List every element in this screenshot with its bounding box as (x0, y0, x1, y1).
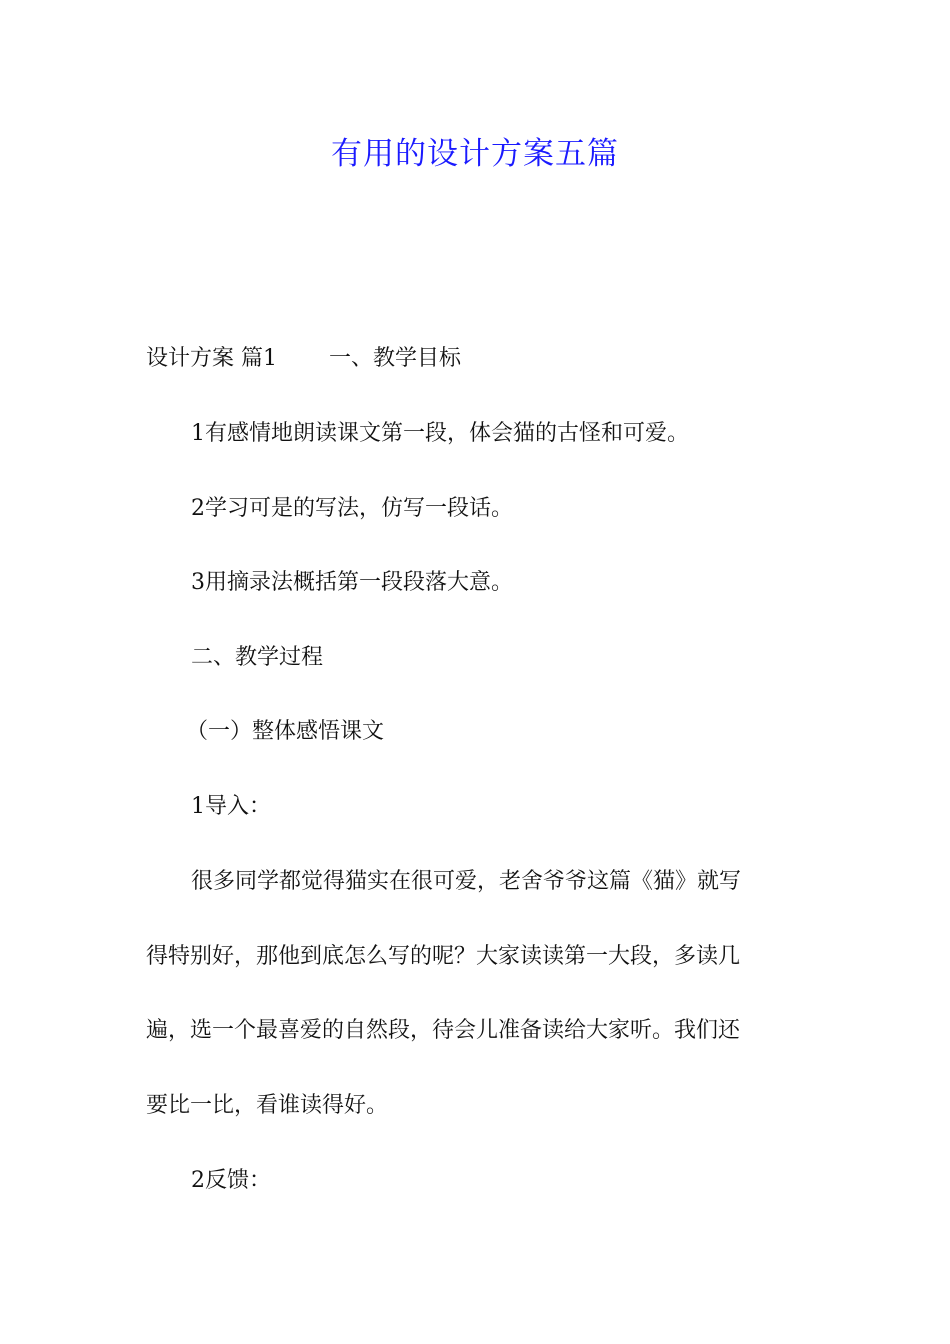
section-heading: 设计方案 篇1 (146, 346, 277, 371)
objective-item-1: 1有感情地朗读课文第一段，体会猫的古怪和可爱。 (191, 421, 689, 446)
objectives-heading: 一、教学目标 (329, 346, 462, 371)
process-heading: 二、教学过程 (191, 645, 324, 670)
objective-item-2: 2学习可是的写法，仿写一段话。 (191, 496, 513, 521)
step1-label: 1导入： (191, 794, 271, 819)
paragraph-line-2: 得特别好，那他到底怎么写的呢？大家读读第一大段，多读几 (146, 944, 741, 969)
step2-label: 2反馈： (191, 1168, 271, 1193)
objective-item-3: 3用摘录法概括第一段段落大意。 (191, 570, 513, 595)
paragraph-line-3: 遍，选一个最喜爱的自然段，待会儿准备读给大家听。我们还 (146, 1018, 741, 1043)
document-title: 有用的设计方案五篇 (331, 136, 619, 172)
section-heading-line (146, 339, 806, 379)
paragraph-line-1: 很多同学都觉得猫实在很可爱，老舍爷爷这篇《猫》就写 (191, 869, 742, 894)
paragraph-line-4: 要比一比，看谁读得好。 (146, 1093, 389, 1118)
part1-heading: （一）整体感悟课文 (186, 719, 385, 744)
